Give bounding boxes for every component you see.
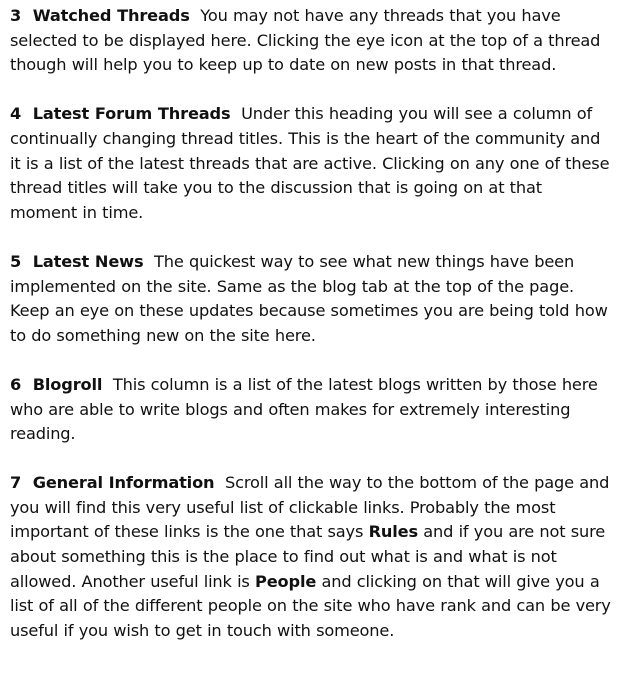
section-text: The quickest way to see what new things have been implemented on the site. Same as the blog tab at the top of the page. Keep an eye on these updates because sometimes you are being told how to do something new on the site here. — [10, 251, 608, 345]
document-body — [10, 4, 614, 668]
section-number: 7 — [10, 473, 22, 493]
section-watched-threads — [10, 4, 614, 78]
section-title: Blogroll — [32, 374, 103, 394]
section-heading — [10, 104, 230, 123]
section-title: Watched Threads — [32, 6, 190, 25]
section-title: Latest News — [32, 251, 144, 271]
section-heading — [10, 252, 143, 271]
section-number: 4 — [10, 104, 22, 124]
section-blogroll — [10, 373, 614, 447]
people-link-label: People — [255, 571, 317, 591]
section-text: Scroll all the way to the bottom of the page and you will find this very useful list of clickable links. Probably the most important of these links is the one that says — [10, 473, 610, 542]
rules-link-label: Rules — [368, 522, 418, 542]
section-number: 6 — [10, 374, 22, 394]
section-number: 3 — [10, 6, 22, 25]
section-text: You may not have any threads that you have selected to be displayed here. Clicking the eye icon at the top of a thread though will help you to keep up to date on new posts in that thread. — [10, 6, 601, 75]
section-text: Under this heading you will see a column of continually changing thread titles. This is the heart of the community and it is a list of the latest threads that are active. Clicking on any one of these thread titles will take you to the discussion that is going on at that moment in time. — [10, 104, 610, 222]
section-text: and if you are not sure about something this is the place to find out what is and what is not allowed. Another useful link is — [10, 522, 606, 591]
section-heading — [10, 473, 214, 492]
section-text: and clicking on that will give you a list of all of the different people on the site who have rank and can be very useful if you wish to get in touch with someone. — [10, 571, 611, 640]
section-number: 5 — [10, 251, 22, 271]
section-latest-forum-threads — [10, 102, 614, 225]
section-title: Latest Forum Threads — [32, 104, 231, 124]
section-text: This column is a list of the latest blogs written by those here who are able to write blogs and often makes for extremely interesting reading. — [10, 374, 598, 444]
section-heading — [10, 375, 102, 394]
section-heading — [10, 6, 190, 25]
section-general-information — [10, 471, 614, 643]
section-latest-news — [10, 250, 614, 348]
section-title: General Information — [32, 473, 215, 493]
